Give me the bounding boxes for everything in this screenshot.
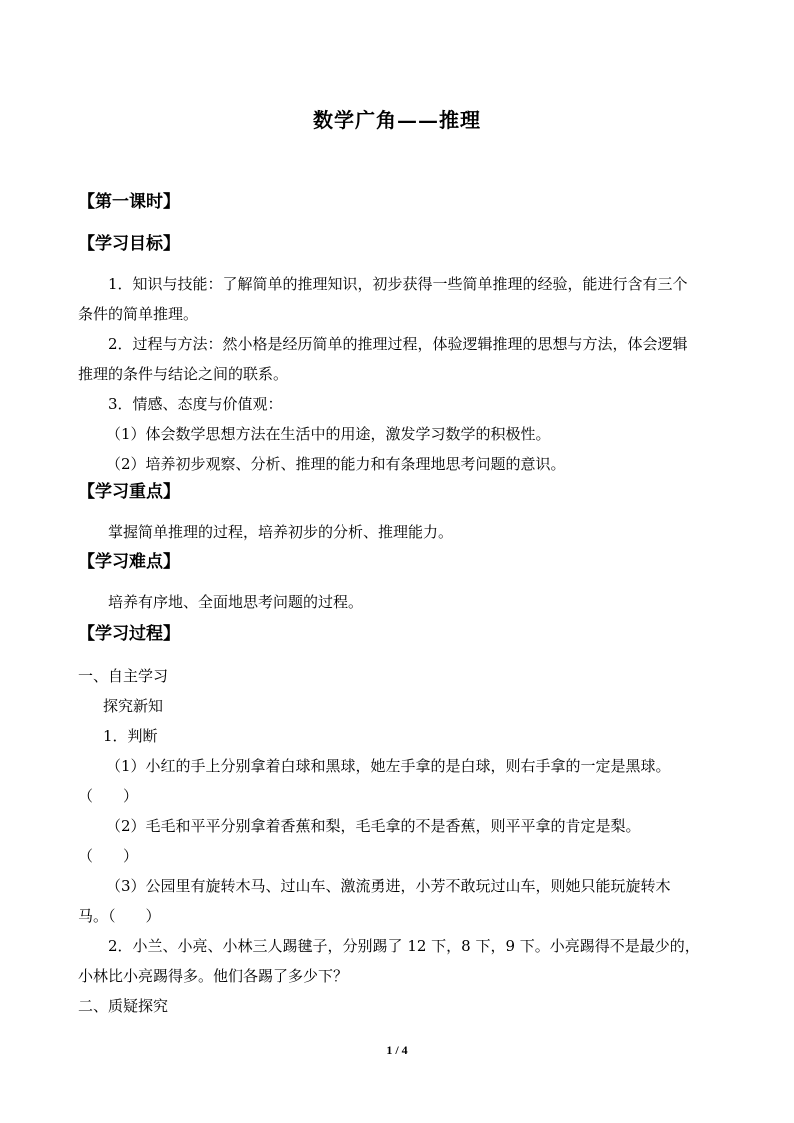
question-2-line-1: 2．小兰、小亮、小林三人踢毽子，分别踢了 12 下，8 下，9 下。小亮踢得不是最少的， bbox=[108, 937, 700, 955]
goal-1-line-2: 条件的简单推理。 bbox=[78, 305, 199, 323]
question-1-3-line-1: （3）公园里有旋转木马、过山车、激流勇进，小芳不敢玩过山车，则她只能玩旋转木 bbox=[106, 877, 671, 895]
goals-list bbox=[78, 269, 728, 479]
process-heading: 【学习过程】 bbox=[78, 624, 180, 644]
section-1-title: 一、自主学习 bbox=[78, 667, 169, 685]
key-points-body bbox=[78, 517, 728, 547]
question-1-1-blank: （ ） bbox=[78, 787, 139, 805]
question-2-line-2: 小林比小亮踢得多。他们各踢了多少下？ bbox=[78, 967, 349, 985]
goal-3-1: （1）体会数学思想方法在生活中的用途，激发学习数学的积极性。 bbox=[106, 425, 551, 443]
question-1-3-line-2: 马。（ ） bbox=[78, 907, 161, 925]
question-1-title: 1．判断 bbox=[103, 727, 158, 745]
section-2-title: 二、质疑探究 bbox=[78, 997, 169, 1015]
goal-2-line-1: 2．过程与方法：然小格是经历简单的推理过程，体验逻辑推理的思想与方法，体会逻辑 bbox=[108, 335, 688, 353]
goals-section bbox=[78, 229, 728, 259]
question-1-2: （2）毛毛和平平分别拿着香蕉和梨，毛毛拿的不是香蕉，则平平拿的肯定是梨。 bbox=[106, 817, 641, 835]
goal-3-2: （2）培养初步观察、分析、推理的能力和有条理地思考问题的意识。 bbox=[106, 455, 566, 473]
question-1-1: （1）小红的手上分别拿着白球和黑球，她左手拿的是白球，则右手拿的一定是黑球。 bbox=[106, 757, 671, 775]
difficulties-heading: 【学习难点】 bbox=[78, 552, 180, 572]
goals-heading: 【学习目标】 bbox=[78, 234, 180, 254]
goal-2-line-2: 推理的条件与结论之间的联系。 bbox=[78, 365, 289, 383]
process-body bbox=[78, 661, 728, 1021]
period-heading bbox=[78, 187, 728, 217]
key-points-heading: 【学习重点】 bbox=[78, 482, 180, 502]
key-points-section bbox=[78, 477, 728, 507]
goal-1-line-1: 1．知识与技能：了解简单的推理知识，初步获得一些简单推理的经验，能进行含有三个 bbox=[108, 275, 688, 293]
period-label: 【第一课时】 bbox=[78, 192, 180, 212]
subsection-title: 探究新知 bbox=[103, 697, 164, 715]
question-1-2-blank: （ ） bbox=[78, 847, 139, 865]
goal-3: 3．情感、态度与价值观： bbox=[108, 395, 283, 413]
key-points-text: 掌握简单推理的过程，培养初步的分析、推理能力。 bbox=[108, 523, 454, 541]
difficulties-text: 培养有序地、全面地思考问题的过程。 bbox=[108, 593, 364, 611]
process-section bbox=[78, 619, 728, 649]
difficulties-body bbox=[78, 587, 728, 617]
page-title: 数学广角——推理 bbox=[313, 108, 481, 132]
difficulties-section bbox=[78, 547, 728, 577]
page-number: 1 / 4 bbox=[386, 1043, 408, 1057]
